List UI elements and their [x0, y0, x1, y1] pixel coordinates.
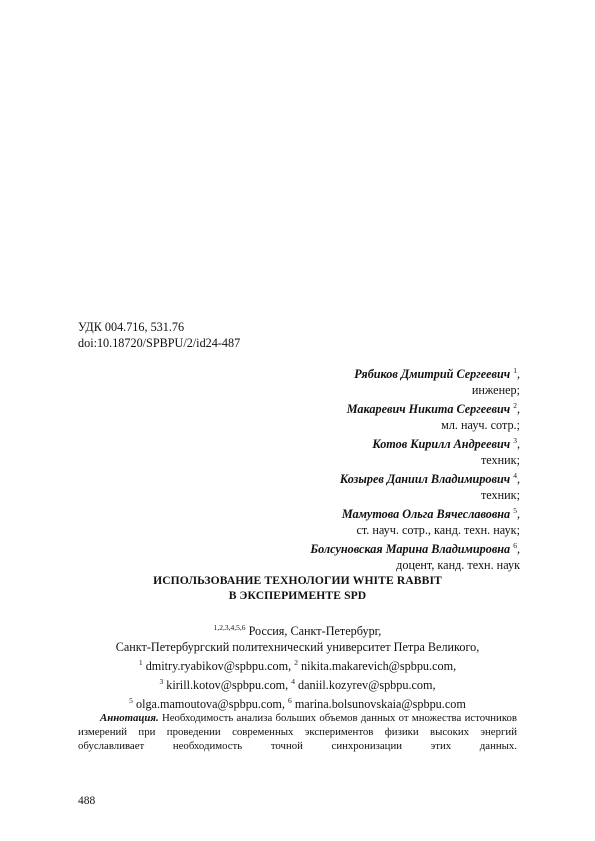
author-number: 1 [513, 366, 517, 375]
author-name: Котов Кирилл Андреевич $^3$, [372, 436, 520, 452]
affiliation-block [0, 620, 595, 712]
author-name-text: Мамутова Ольга Вячеславовна [341, 507, 511, 522]
page-number: 488 [78, 795, 96, 807]
email-number: 4 [291, 677, 295, 687]
email-link[interactable]: kirill.kotov@spbpu.com [166, 678, 286, 693]
affiliation-sup: 1,2,3,4,5,6 [213, 623, 246, 632]
author-name-text: Рябиков Дмитрий Сергеевич [354, 367, 511, 382]
article-title [0, 573, 595, 603]
email-number: 6 [288, 696, 292, 706]
author-position: мл. науч. сотр.; [441, 418, 520, 433]
email-link[interactable]: nikita.makarevich@spbpu.com [301, 659, 454, 674]
author-number: 6 [513, 541, 517, 551]
author-position: доцент, канд. техн. наук [396, 558, 520, 573]
article-meta [78, 319, 240, 351]
author-name: Болсуновская Марина Владимировна $^6$, [310, 541, 520, 557]
email-link[interactable]: dmitry.ryabikov@spbpu.com [145, 659, 289, 674]
author-position: инженер; [471, 383, 520, 398]
author-name-text: Болсуновская Марина Владимировна [310, 542, 511, 557]
email-line: $^5$ olga.mamoutova@spbpu.com, $^6$ marina.bolsunovskaia@spbpu.com [129, 696, 466, 712]
author-number: 5 [513, 506, 517, 516]
author-number: 4 [513, 471, 517, 481]
email-number: 3 [159, 677, 164, 687]
abstract-text: Необходимость анализа больших объемов данных от множества источников измерений при проведении современных экспериментов физики высоких энергий обуславливает необходимость точной синхронизации этих данных. [78, 712, 518, 752]
email-link[interactable]: daniil.kozyrev@spbpu.com [298, 678, 433, 693]
author-position: техник; [480, 453, 520, 468]
author-name: Мамутова Ольга Вячеславовна $^5$, [341, 506, 520, 522]
email-line: $^3$ kirill.kotov@spbpu.com, $^4$ daniil.kozyrev@spbpu.com, [159, 677, 436, 693]
email-number: 1 [138, 658, 143, 668]
email-number: 2 [294, 658, 298, 668]
author-name: Козырев Даниил Владимирович $^4$, [339, 471, 520, 487]
university: Санкт-Петербургский политехнический университет Петра Великого, [115, 640, 480, 655]
author-position: ст. науч. сотр., канд. техн. наук; [356, 523, 520, 538]
country-city: Россия, Санкт-Петербург, [248, 624, 382, 639]
author-name: Макаревич Никита Сергеевич $^2$, [346, 401, 520, 417]
author-name-text: Козырев Даниил Владимирович [339, 472, 511, 487]
author-name-text: Котов Кирилл Андреевич [372, 437, 511, 452]
email-line: $^1$ dmitry.ryabikov@spbpu.com, $^2$ nikita.makarevich@spbpu.com, [138, 658, 457, 674]
email-link[interactable]: olga.mamoutova@spbpu.com [135, 697, 282, 712]
title-line: ИСПОЛЬЗОВАНИЕ ТЕХНОЛОГИИ WHITE RABBIT [153, 574, 442, 587]
abstract [78, 711, 517, 753]
author-position: техник; [480, 488, 520, 503]
email-link[interactable]: marina.bolsunovskaia@spbpu.com [294, 697, 466, 712]
title-line: В ЭКСПЕРИМЕНТЕ SPD [228, 589, 367, 602]
doi: doi:10.18720/SPBPU/2/id24-487 [78, 336, 241, 350]
udc-code: УДК 004.716, 531.76 [78, 320, 185, 334]
author-number: 2 [513, 401, 517, 411]
abstract-label: Аннотация. [100, 712, 159, 724]
author-number: 3 [513, 436, 517, 446]
affiliation-location [0, 620, 595, 639]
email-number: 5 [129, 696, 133, 706]
author-name: Рябиков Дмитрий Сергеевич $^1$, [354, 366, 520, 382]
author-list [310, 363, 520, 573]
author-name-text: Макаревич Никита Сергеевич [346, 402, 511, 417]
